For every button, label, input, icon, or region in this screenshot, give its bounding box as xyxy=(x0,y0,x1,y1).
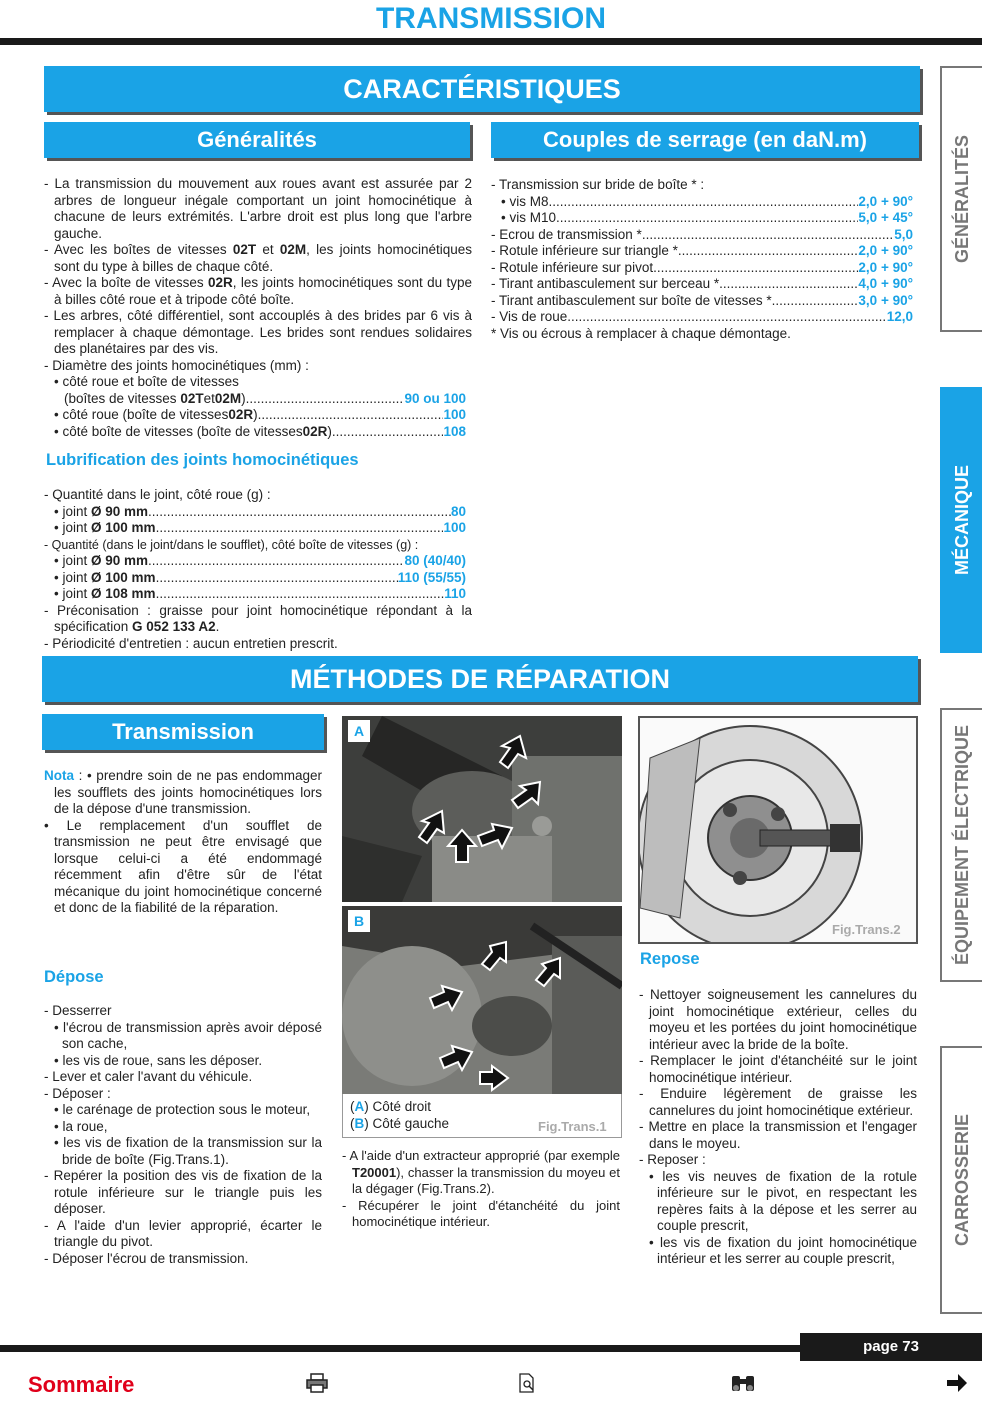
diametre-title: - Diamètre des joints homocinétiques (mm) : xyxy=(44,357,309,373)
lubrification-q2: - Quantité (dans le joint/dans le soufflet), côté boîte de vitesses (g) : xyxy=(44,537,419,552)
repose-line: • les vis de fixation du joint homocinétique intérieur et les serrer au couple prescrit, xyxy=(649,1234,917,1266)
depose-line: • la roue, xyxy=(54,1118,108,1134)
fig1-caption-a: (A) Côté droit xyxy=(350,1099,432,1114)
couple-row: - Tirant antibasculement sur berceau * ..... 4,0 + 90° xyxy=(491,276,913,293)
depose-line: - Desserrer xyxy=(44,1003,112,1018)
mid-text-recup: - Récupérer le joint d'étanchéité du joint homocinétique intérieur. xyxy=(342,1197,620,1229)
depose-line: • les vis de roue, sans les déposer. xyxy=(54,1052,263,1068)
lubrification-text xyxy=(44,487,472,652)
tab-carrosserie[interactable]: CARROSSERIE xyxy=(940,1046,982,1314)
fig1-tag-a: A xyxy=(348,720,370,742)
repose-line: - Reposer : xyxy=(639,1152,706,1167)
fig1-tag-b: B xyxy=(348,910,370,932)
repose-line: • les vis neuves de fixation de la rotule inférieure sur le pivot, en respectant les repères faits à la dépose et les serrer au couple prescrit, xyxy=(649,1168,917,1233)
lubrification-title: Lubrification des joints homocinétiques xyxy=(46,451,359,469)
page-title: TRANSMISSION xyxy=(375,2,606,35)
tab-equipement-electrique[interactable]: ÉQUIPEMENT ÉLECTRIQUE xyxy=(940,708,982,982)
lubrification-row: • joint Ø 108 mm ..... 110 xyxy=(44,586,466,603)
depose-line: • l'écrou de transmission après avoir déposé son cache, xyxy=(54,1019,322,1051)
couples-note: * Vis ou écrous à remplacer à chaque démontage. xyxy=(491,325,791,341)
tab-generalites[interactable]: GÉNÉRALITÉS xyxy=(940,66,982,332)
couple-row: - Rotule inférieure sur pivot ..... 2,0 + 90° xyxy=(491,260,913,277)
fig1-label: Fig.Trans.1 xyxy=(538,1119,607,1134)
sommaire-link[interactable]: Sommaire xyxy=(28,1372,135,1397)
nota-label: Nota xyxy=(44,768,74,783)
couple-row: - Ecrou de transmission * ..... 5,0 xyxy=(491,227,913,244)
arrow-right-icon[interactable] xyxy=(946,1373,968,1399)
couple-row: • vis M8 ..... 2,0 + 90° xyxy=(491,194,913,211)
couple-row: - Tirant antibasculement sur boîte de vitesses * ..... 3,0 + 90° xyxy=(491,293,913,310)
diametre-line: • côté roue et boîte de vitesses xyxy=(54,374,239,389)
depose-line: - Déposer : xyxy=(44,1085,111,1101)
repose-line: - Remplacer le joint d'étanchéité sur le joint homocinétique intérieur. xyxy=(639,1053,917,1085)
depose-line: • le carénage de protection sous le moteur, xyxy=(54,1102,311,1117)
couples-text xyxy=(491,177,913,342)
section-caracteristiques: CARACTÉRISTIQUES xyxy=(44,66,920,112)
generalites-item: - La transmission du mouvement aux roues avant est assurée par 2 arbres de longueur inégale comportant un joint homocinétique à chacune de leurs extrémités. L'arbre droit est plus long que l'arbre gauche. xyxy=(44,176,472,241)
couple-row: - Vis de roue ..... 12,0 xyxy=(491,309,913,326)
diametre-row: • côté roue (boîte de vitesses 02R ) ..... 100 xyxy=(44,407,466,424)
repose-title: Repose xyxy=(640,950,700,968)
generalites-item-02r: - Avec la boîte de vitesses 02R, les joints homocinétiques sont du type à billes côté roue et à tripode côté boîte. xyxy=(44,275,472,307)
binoculars-icon[interactable] xyxy=(730,1373,756,1399)
transmission-header: Transmission xyxy=(42,714,324,750)
generalites-text xyxy=(44,176,472,440)
lubrification-row: • joint Ø 90 mm ..... 80 xyxy=(44,504,466,521)
page-number: page 73 xyxy=(800,1333,982,1361)
fig2-photo xyxy=(638,716,918,944)
depose-line: - Déposer l'écrou de transmission. xyxy=(44,1250,249,1266)
lubrification-row: • joint Ø 100 mm ..... 110 (55/55) xyxy=(44,570,466,587)
lubrification-preco: - Préconisation : graisse pour joint homocinétique répondant à la spécification G 052 133 A2. xyxy=(44,602,472,634)
lubrification-periodicite: - Périodicité d'entretien : aucun entretien prescrit. xyxy=(44,635,338,651)
generalites-item: - Les arbres, côté différentiel, sont accouplés à des brides par 6 vis à remplacer à chaque démontage. Les brides sont rendues solidaires des planétaires par des vis. xyxy=(44,308,472,356)
diametre-row: • côté boîte de vitesses (boîte de vitesses 02R ) ..... 108 xyxy=(44,424,466,441)
section-methodes: MÉTHODES DE RÉPARATION xyxy=(42,656,918,702)
repose-line: - Mettre en place la transmission et l'engager dans le moyeu. xyxy=(639,1119,917,1151)
mid-text: - A l'aide d'un extracteur approprié (par exemple T20001), chasser la transmission du moyeu et la dégager (Fig.Trans.2). - Récupérer le joint d'étanchéité du joint homocinétique intérieur. xyxy=(342,1148,620,1229)
lubrification-q1: - Quantité dans le joint, côté roue (g) : xyxy=(44,487,271,502)
fig2-label: Fig.Trans.2 xyxy=(832,922,901,937)
fig1-photo-b xyxy=(342,906,622,1094)
generalites-item-02t: - Avec les boîtes de vitesses 02T et 02M, les joints homocinétiques sont du type à billes de chaque côté. xyxy=(44,242,472,274)
fig1-photo-a xyxy=(342,716,622,902)
generalites-header: Généralités xyxy=(44,122,470,158)
printer-icon[interactable] xyxy=(306,1373,328,1399)
depose-line: - Repérer la position des vis de fixation de la rotule inférieure sur le triangle puis les déposer. xyxy=(44,1168,322,1216)
fig1-caption-b: (B) Côté gauche xyxy=(350,1116,450,1131)
top-rule xyxy=(0,38,982,45)
repose-line: - Enduire légèrement de graisse les cannelures du joint homocinétique extérieur. xyxy=(639,1086,917,1118)
lubrification-row: • joint Ø 100 mm ..... 100 xyxy=(44,520,466,537)
lubrification-row: • joint Ø 90 mm ..... 80 (40/40) xyxy=(44,553,466,570)
transmission-nota: Nota : • prendre soin de ne pas endommager les soufflets des joints homocinétiques lors de la dépose d'une transmission. • Le remplacement d'un soufflet de transmission ne peut être envisagé que lorsque celui-ci a été endommagé récemment afin d'être sûr de l'état mécanique du joint homocinétique concerné et donc de la fiabilité de la réparation. xyxy=(44,768,322,915)
depose-title: Dépose xyxy=(44,968,104,986)
repose-line: - Nettoyer soigneusement les cannelures du joint homocinétique extérieur, celles du moyeu et les portées du joint homocinétique intérieur avec la bride de la boîte. xyxy=(639,987,917,1052)
repose-text xyxy=(639,987,917,1268)
depose-text xyxy=(44,1003,322,1267)
depose-line: • les vis de fixation de la transmission sur la bride de boîte (Fig.Trans.1). xyxy=(54,1135,322,1167)
depose-line: - A l'aide d'un levier approprié, écarter le triangle du pivot. xyxy=(44,1217,322,1249)
document-search-icon[interactable] xyxy=(518,1373,536,1399)
couple-row: • vis M10 ..... 5,0 + 45° xyxy=(491,210,913,227)
depose-line: - Lever et caler l'avant du véhicule. xyxy=(44,1069,253,1084)
tab-mecanique[interactable]: MÉCANIQUE xyxy=(940,387,982,653)
couples-intro: - Transmission sur bride de boîte * : xyxy=(491,177,705,192)
couple-row: - Rotule inférieure sur triangle * ..... 2,0 + 90° xyxy=(491,243,913,260)
diametre-row: ( boîtes de vitesses 02T et 02M ) ..... 90 ou 100 xyxy=(44,391,466,408)
couples-header: Couples de serrage (en daN.m) xyxy=(491,122,919,158)
nota-item: • Le remplacement d'un soufflet de transmission ne peut être envisagé que lorsque celui-ci a été endommagé récemment afin d'être sûr de l'état mécanique du joint homocinétique concerné et donc de la fiabilité de la réparation. xyxy=(44,817,322,915)
